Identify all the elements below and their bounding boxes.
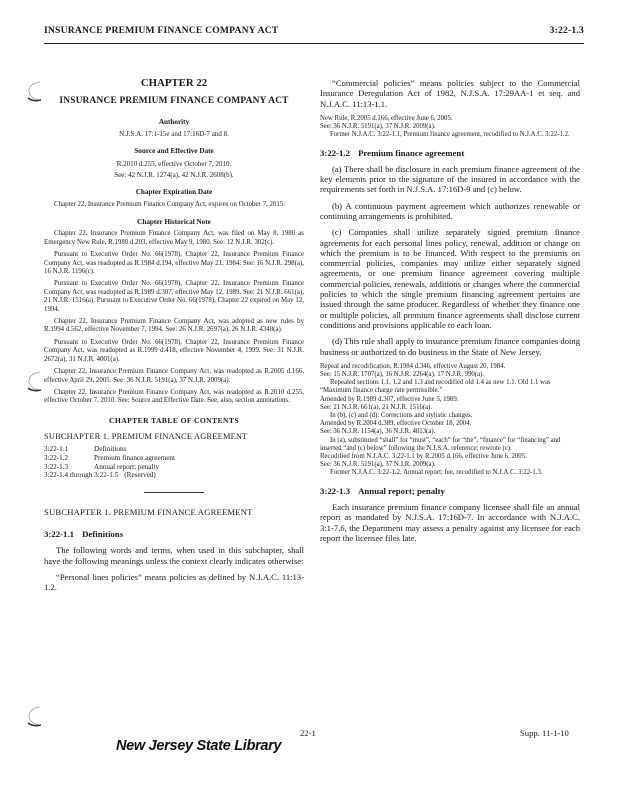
history-line: Recodified from N.J.A.C. 3:22-1.1 by R.2005 d.166, effective June 6, 2005. [320,453,527,461]
section-title: Definitions [82,528,124,539]
section-heading [320,486,580,496]
running-header [44,25,584,36]
toc-entry-title: Definitions [94,445,127,454]
toc-entry [44,463,304,472]
authority-text: N.J.S.A. 17:1-15e and 17:16D-7 and 8. [119,129,229,138]
chapter-number: CHAPTER 22 [140,77,208,89]
page-number: 22-1 [300,728,316,738]
right-column [320,78,580,549]
history-line: See: 21 N.J.R. 661(a), 21 N.J.R. 1516(a). [320,403,433,411]
expiration-heading: Chapter Expiration Date [135,188,213,197]
historical-note-paragraph: Pursuant to Executive Order No. 66(1978), Chapter 22, Insurance Premium Finance Company Act, was readopted as R.1989 d.307, effective May 12, 1989. See: 21 N.J.R. 661(a), 21 N.J.R. 1516(a). Pursuant to Executive Order No. 66(1978), Chapter 22 expired on May 12, 1994. [44,280,304,313]
section-title: Premium finance agreement [358,147,465,158]
historical-note-paragraph: Chapter 22, Insurance Premium Finance Company Act, was filed on May 8, 1980 as Emergency New Rule, R.1980 d.203, effective May 9, 1980. See: 12 N.J.R. 302(c). [44,230,304,246]
historical-note-paragraph: Chapter 22, Insurance Premium Finance Company Act, was adopted as new rules by R.1994 d.562, effective November 7, 1994. See: 26 N.J.R. 2697(a), 26 N.J.R. 4348(a). [44,318,304,334]
source-text: R.2010 d.255, effective October 7, 2010. [116,159,232,168]
historical-note-paragraph: Pursuant to Executive Order No. 66(1978), Chapter 22, Insurance Premium Finance Company Act, was readopted as R.1984 d.194, effective May 21, 1984. See: 16 N.J.R. 298(a), 16 N.J.R. 1196(c). [44,251,304,276]
supplement-date: Supp. 11-1-10 [520,728,569,738]
historical-note-paragraph: Chapter 22, Insurance Premium Finance Company Act, was readopted as R.2010 d.255, effective October 7, 2010. See: Source and Effective Date. See, also, section annotations. [44,388,304,405]
toc-entry [44,445,304,454]
history-line: See: 15 N.J.R. 1707(a), 16 N.J.R. 2264(a), 17 N.J.R. 990(a). [320,371,485,379]
historical-note-paragraph: Chapter 22, Insurance Premium Finance Company Act, was readopted as R.2005 d.166, effective April 29, 2005. See: 36 N.J.R. 5191(a), 37 N.J.R. 2009(a). [44,368,304,384]
expiration-text: Chapter 22, Insurance Premium Finance Company Act, expires on October 7, 2015. [54,200,285,208]
header-section-number: 3:22-1.3 [549,25,584,36]
section-paragraph: (c) Companies shall utilize separately signed premium finance agreements for each personal lines policy, renewal, addition or change on which the premium is to be financed. With respect to the premiums on commercial policies, companies may utilize either separately signed agreements, or one premium finance agreement covering multiple commercial policies, renewals, additions or changes where the commercial policies to which the single premium financing agreement pertains are issued through the same producer. Regardless of whether they finance one or multiple policies, all premium finance agreements shall disclose current conditions and provisions applicable to each loan. [320,227,580,330]
subchapter-heading: SUBCHAPTER 1. PREMIUM FINANCE AGREEMENT [44,506,253,517]
toc-entry [44,471,304,480]
toc-entry-number: 3:22-1.4 through 3:22-1.5 [44,471,119,480]
toc-entry-number: 3:22-1.1 [44,445,69,454]
history-line: In (b), (c) and (d): Corrections and stylistic changes. [330,412,473,420]
library-stamp: New Jersey State Library [116,738,282,754]
punch-hole-icon [26,370,42,392]
header-title: INSURANCE PREMIUM FINANCE COMPANY ACT [44,25,279,36]
history-line: Former N.J.A.C. 3:22-1.2, Annual report; fee, recodified to N.J.A.C. 3:22-1.3. [330,469,543,477]
historical-note-heading: Chapter Historical Note [137,218,211,227]
toc-entry-title: Annual report; penalty [94,462,160,471]
source-heading: Source and Effective Date [134,147,214,156]
historical-note [44,230,304,405]
section-history-note [320,115,580,140]
toc-heading: CHAPTER TABLE OF CONTENTS [109,415,239,425]
history-line: Repealed sections 1.1, 1.2 and 1.3 and recodified old 1.4 as new 1.1. Old 1.1 was “Maximum finance charge rate permissible.” [320,379,551,395]
section-history-note [320,363,580,478]
authority-heading: Authority [158,117,190,126]
toc-entry-number: 3:22-1.2 [44,453,69,462]
chapter-title: INSURANCE PREMIUM FINANCE COMPANY ACT [59,96,289,107]
section-paragraph: (a) There shall be disclosure in each premium finance agreement of the key elements prior to the signature of the insured in accordance with the requirements set forth in N.J.S.A. 17:16D-9 and (c) below. [320,163,580,195]
left-column [44,78,304,598]
section-paragraph: (d) This rule shall apply to insurance premium finance companies doing business or authorized to do business in the State of New Jersey. [320,336,580,357]
section-number: 3:22-1.2 [320,147,351,158]
section-number: 3:22-1.3 [320,485,351,496]
section-number: 3:22-1.1 [44,528,75,539]
history-line: New Rule, R.2005 d.166, effective June 6, 2005. [320,114,453,122]
section-paragraph: Each insurance premium finance company licensee shall file an annual report as mandated by N.J.S.A. 17:16D-7. In accordance with N.J.A.C. 3:1-7.6, the Department may assess a penalty against any licensee for each report the licensee files late. [320,501,580,543]
separator-rule [144,492,204,493]
definition-paragraph: “Commercial policies” means policies subject to the Commercial Insurance Deregulation Act of 1982, N.J.S.A. 17:29AA-1 et seq. and N.J.A.C. 11:13-1.1. [320,78,580,109]
source-text-see: See: 42 N.J.R. 1274(a), 42 N.J.R. 2608(b). [114,171,234,179]
toc-entry-title: (Reserved) [124,471,156,480]
toc-entry-number: 3:22-1.3 [44,462,69,471]
history-line: See: 36 N.J.R. 1154(a), 36 N.J.R. 4813(a). [320,428,436,436]
history-line: Repeal and recodification, R.1984 d.346, effective August 20, 1984. [320,362,506,370]
section-title: Annual report; penalty [358,485,445,496]
history-line: See: 36 N.J.R. 5191(a), 37 N.J.R. 2009(a). [320,123,436,131]
punch-hole-icon [26,80,42,102]
section-heading [320,148,580,158]
history-line: Former N.J.A.C. 3:22-1.1, Premium finance agreement, recodified to N.J.A.C. 3:22-1.2. [330,131,570,139]
history-line: In (a), substituted “shall” for “must”, “each” for “the”, “finance” for “financing” and inserted “and (c) below” following the N.J.S.A. reference; rewrote (c). [320,436,561,452]
punch-hole-icon [26,705,42,727]
toc-entry [44,454,304,463]
section-paragraph: The following words and terms, when used in this subchapter, shall have the following meanings unless the context clearly indicates otherwise: [44,545,304,566]
section-paragraph: “Personal lines policies” means policies as defined by N.J.A.C. 11:13-1.2. [44,571,304,593]
history-line: See: 36 N.J.R. 5191(a), 37 N.J.R. 2009(a). [320,461,436,469]
header-rule [44,43,584,44]
history-line: Amended by R.2004 d.389, effective October 18, 2004. [320,420,472,428]
toc-entry-title: Premium finance agreement [94,453,176,462]
section-heading [44,529,304,539]
historical-note-paragraph: Pursuant to Executive Order No. 66(1978), Chapter 22, Insurance Premium Finance Company Act, was readopted as R.1999 d.418, effective November 4, 1999. See: 31 N.J.R. 2672(a), 31 N.J.R. 4001(a). [44,338,304,363]
history-line: Amended by R.1989 d.307, effective June 5, 1989. [320,395,459,403]
section-paragraph: (b) A continuous payment agreement which authorizes renewable or continuing arrangements is prohibited. [320,200,580,221]
toc-subchapter: SUBCHAPTER 1. PREMIUM FINANCE AGREEMENT [44,432,248,442]
